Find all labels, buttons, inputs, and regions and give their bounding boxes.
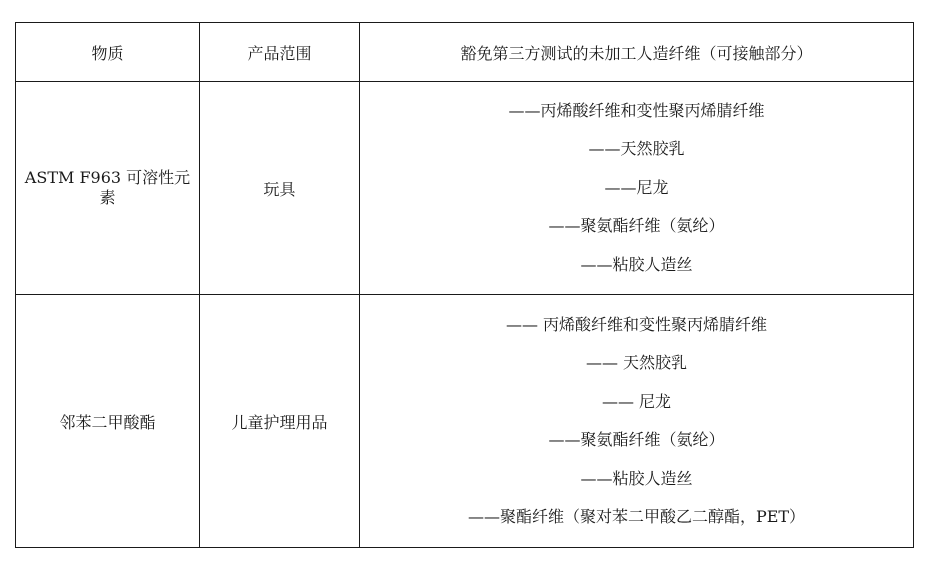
- substance-cell: 邻苯二甲酸酯: [16, 295, 200, 548]
- fiber-item: ——聚氨酯纤维（氨纶）: [548, 216, 725, 236]
- fibers-cell: [360, 82, 914, 295]
- fiber-item: —— 丙烯酸纤维和变性聚丙烯腈纤维: [505, 314, 768, 334]
- fiber-item: —— 天然胶乳: [585, 353, 688, 372]
- fiber-item: ——聚酯纤维（聚对苯二甲酸乙二醇酯，PET）: [467, 507, 806, 526]
- exemption-table: [15, 22, 914, 548]
- fiber-item: ——天然胶乳: [588, 139, 685, 159]
- product-scope-cell: 玩具: [200, 82, 360, 295]
- fiber-item: ——丙烯酸纤维和变性聚丙烯腈纤维: [508, 100, 765, 120]
- fiber-item: ——粘胶人造丝: [580, 468, 693, 488]
- fibers-cell: [360, 295, 914, 548]
- table-row: [16, 295, 914, 548]
- fiber-list: [366, 92, 907, 285]
- substance-text: ASTM F963 可溶性元素: [24, 168, 191, 207]
- header-product-scope: 产品范围: [200, 23, 360, 82]
- table-row: [16, 82, 914, 295]
- fiber-item: —— 尼龙: [601, 391, 672, 411]
- fiber-item: ——尼龙: [604, 177, 669, 197]
- product-scope-cell: 儿童护理用品: [200, 295, 360, 548]
- fiber-list: [366, 306, 907, 537]
- fiber-item: ——粘胶人造丝: [580, 254, 693, 274]
- header-substance: 物质: [16, 23, 200, 82]
- substance-cell: [16, 82, 200, 295]
- fiber-item: ——聚氨酯纤维（氨纶）: [548, 430, 725, 449]
- table-header-row: [16, 23, 914, 82]
- header-exempt-fibers: 豁免第三方测试的未加工人造纤维（可接触部分）: [360, 23, 914, 82]
